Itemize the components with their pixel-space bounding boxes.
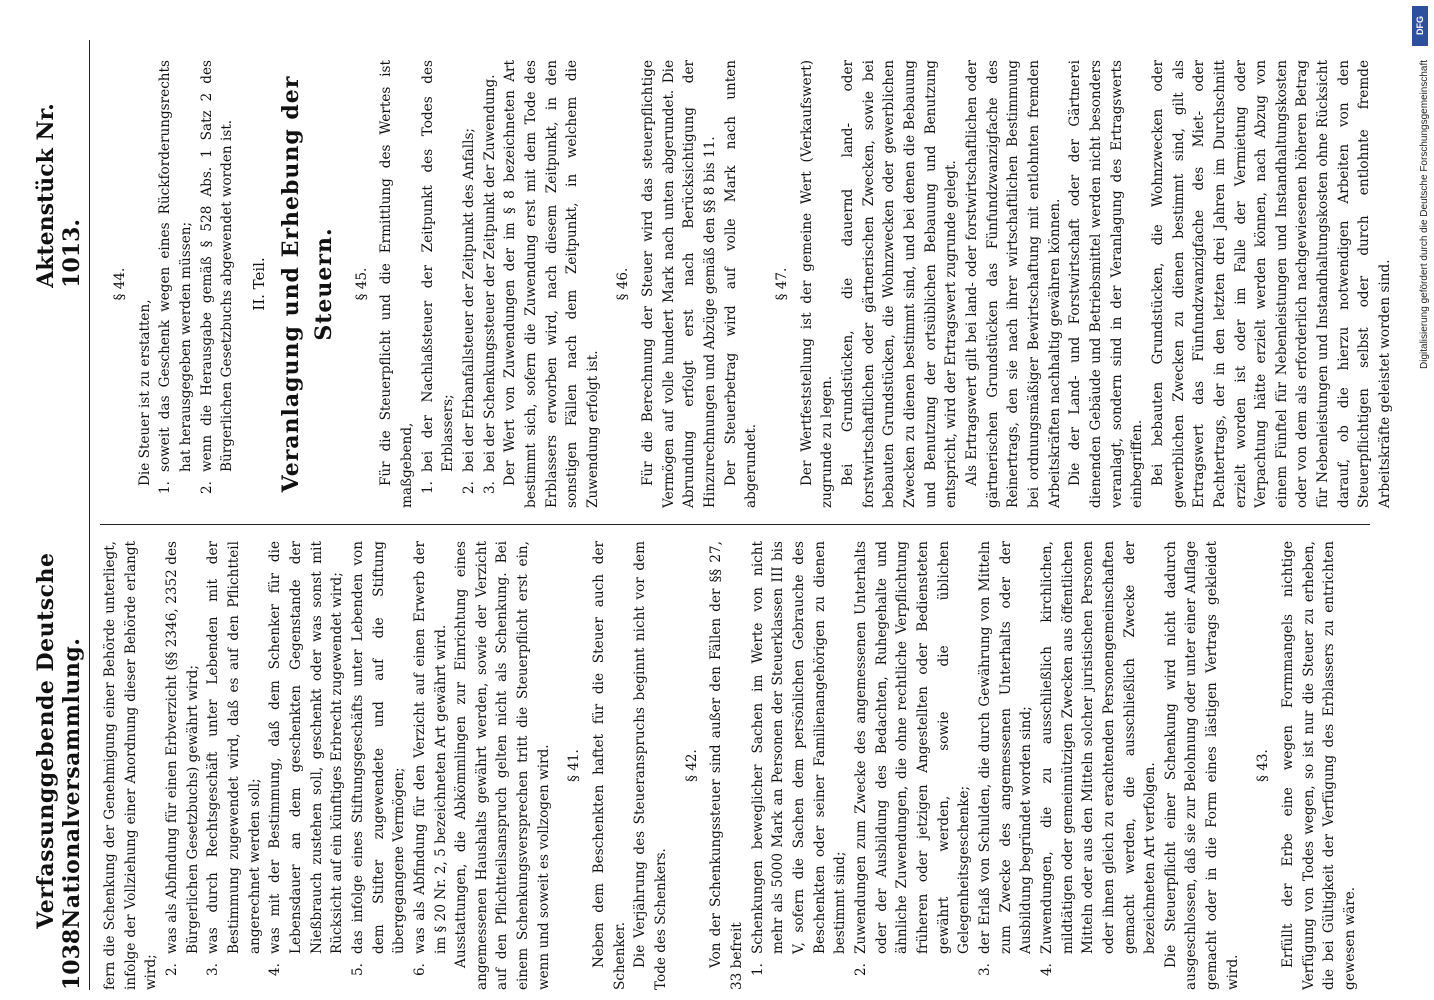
list-item [1037,541,1161,990]
list-item-number: 3. [481,481,498,494]
list-40 [162,541,451,990]
paragraph: Die Steuerpflicht einer Schenkung wird nicht dadurch ausgeschlossen, daß sie zur Belohnung oder unter einer Auflage gemacht oder in die Form eines lästigen Vertrags gekleidet wird. [1162,541,1241,990]
list-item-text: bei der Nachlaßsteuer der Zeitpunkt des Todes des Erblassers; [419,60,457,472]
left-column [100,525,1370,990]
list-item-text: bei der Schenkungssteuer der Zeitpunkt der Zuwendung. [481,74,498,472]
page-header [33,40,90,990]
list-42 [748,541,1161,990]
paragraph: Neben dem Beschenkten haftet für die Steuer auch der Schenker. [591,541,628,990]
document-reference: Aktenstück Nr. 1013. [33,103,85,288]
list-item [418,60,459,508]
paragraph: Erfüllt der Erbe eine wegen Formmangels nichtige Verfügung von Todes wegen, so ist nur die Steuer zu erheben, die bei Gültigkeit der Verfügung des Erblassers zu entrichten gewesen wäre. [1280,541,1359,990]
part-title: Veranlagung und Erhebung der Steuern. [277,75,338,493]
list-item-number: 2. [852,963,869,976]
list-item [162,541,203,990]
list-item [197,60,238,508]
list-item [265,541,348,990]
paragraph: Der Wertfeststellung ist der gemeine Wert (Verkaufswert) zugrunde zu legen. [798,60,836,508]
list-item-number: 4. [1038,963,1055,976]
list-item-number: 5. [349,963,366,976]
section-heading: § 45. [353,267,370,301]
section-heading: § 41. [566,749,583,782]
list-item-text: soweit das Geschenk wegen eines Rückforderungsrechts hat herausgegeben werden müssen; [157,60,194,472]
list-item [748,541,851,990]
section-heading: § 44. [112,267,128,301]
list-item-text: Zuwendungen, die zu ausschließlich kirchlichen, mildtätigen oder gemeinnützigen Zwecken aus öffentlichen Mitteln oder aus den Mitteln solcher juristischen Personen oder ihnen gleich zu erachtenden Personengemeinschaften gemacht werden, die ausschließlich Zwecke der bezeichneten Art verfolgen. [1038,541,1159,954]
list-item-text: was als Abfindung für den Verzicht auf einen Erwerb der im § 20 Nr. 2, 5 bezeichneten Art gewährt wird. [411,541,449,954]
section-heading: § 46. [615,267,632,301]
part-heading: II. Teil. [249,257,268,311]
paragraph: Von der Schenkungssteuer sind außer den Fällen der §§ 27, 33 befreit [708,541,746,990]
paragraph: Der Wert von Zuwendungen der im § 8 bezeichneten Art bestimmt sich, sofern die Zuwendung erst mit dem Tode des Erblassers erworben wird, nach diesem Zeitpunkt, in den sonstigen Fällen nach dem Zeitpunkt, in welchem die Zuwendung erfolgt ist. [502,60,601,508]
list-item-number: 2. [198,481,215,494]
list-item [975,541,1037,990]
paragraph: Die der Land- und Forstwirtschaft oder der Gärtnerei dienenden Gebäude und Betriebsmittel werden nicht besonders veranlagt, sondern sind in der Veranlagung des Ertragswerts einbegriffen. [1067,60,1146,508]
list-item-text: was durch Rechtsgeschäft unter Lebenden mit der Bestimmung zugewendet wird, daß es auf den Pflichtteil angerechnet werden soll; [205,541,263,954]
paragraph: Für die Steuerpflicht und die Ermittlung des Wertes ist maßgebend, [378,60,415,508]
list-item [348,541,410,990]
list-item-text: wenn die Herausgabe gemäß § 528 Abs. 1 Satz 2 des Bürgerlichen Gesetzbuchs abgewendet worden ist. [198,60,236,472]
list-item-number: 4. [267,963,284,976]
paragraph: Ausstattungen, die Abkömmlingen zur Einrichtung eines angemessenen Haushalts gewährt werden, sowie der Verzicht auf den Pflichtteilsanspruch gelten nicht als Schenkung. Bei einem Schenkungsversprechen tritt die Steuerpflicht erst ein, wenn und soweit es vollzogen wird. [453,541,552,990]
list-item-text: was mit der Bestimmung, daß dem Schenker für die Lebensdauer an dem geschenkten Gegenstande der Nießbrauch zustehen soll, geschenkt oder was sonst mit Rücksicht auf ein künftiges Erbrecht zugewendet wird; [267,541,346,954]
list-item-text: Schenkungen beweglicher Sachen im Werte von nicht mehr als 5000 Mark an Personen der Steuerklassen III bis V, sofern die Sachen dem persönlichen Gebrauche des Beschenkten oder seiner Familienangehörigen zu dienen bestimmt sind; [749,541,849,954]
digitization-note: Digitalisierung gefördert durch die Deutsche Forschungsgemeinschaft [1419,60,1430,370]
list-item-text: bei der Erbanfallsteuer der Zeitpunkt des Anfalls; [460,128,477,472]
paragraph: Für die Berechnung der Steuer wird das steuerpflichtige Vermögen auf volle hundert Mark nach unten abgerundet. Die Abrundung erfolgt erst nach Berücksichtigung der Hinzurechnungen und Abzüge gemäß den §§ 8 bis 11. [640,60,719,508]
text-columns [100,40,1394,990]
list-item-number: 1. [157,481,174,494]
scan-strip [1404,0,1434,1000]
paragraph: fern die Schenkung der Genehmigung einer Behörde unterliegt, infolge der Vollziehung einer Anordnung dieser Behörde erlangt wird; [102,541,160,990]
list-item-text: das infolge eines Stiftungsgeschäfts unter Lebenden von dem Stifter zugewendete und auf die Stiftung übergegangene Vermögen; [349,541,408,954]
document-page [33,40,1394,990]
list-item [459,60,480,508]
list-45 [418,60,501,508]
section-heading: § 42. [683,749,700,782]
paragraph: Die Steuer ist zu erstatten, [136,299,153,486]
paragraph: Bei Grundstücken, die dauernd land- oder forstwirtschaftlichen oder gärtnerischen Zwecken, sowie bei bebauten Grundstücken, die Wohnzwecken oder gewerblichen Zwecken zu dienen bestimmt sind, und bei denen die Bebauung und Benutzung der ortsüblichen Bebauung und Benutzung entspricht, wird der Ertragswert zugrunde gelegt. [840,60,960,508]
list-item-number: 2. [163,963,180,976]
list-item-text: was als Abfindung für einen Erbverzicht (§§ 2346, 2352 des Bürgerlichen Gesetzbuchs) gewährt wird; [163,541,201,954]
list-item [480,60,501,508]
page-title: Verfassunggebende Deutsche Nationalversammlung. [33,552,85,929]
list-item-number: 2. [460,481,477,494]
list-item-text: Zuwendungen zum Zwecke des angemessenen Unterhalts oder der Ausbildung des Bedachten, Ruhegehalte und ähnliche Zuwendungen, die ohne rechtliche Verpflichtung früheren oder jetzigen Angestellten oder Bediensteten gewährt werden, sowie die üblichen Gelegenheitsgeschenke; [852,541,973,954]
list-item-number: 3. [976,963,993,976]
paragraph: Als Ertragswert gilt bei land- oder forstwirtschaftlichen oder gärtnerischen Grundstücken das Fünfundzwanzigfache des Reinertrags, den sie nach ihrer wirtschaftlichen Bestimmung bei ordnungsmäßiger Bewirtschaftung mit entlohnten fremden Arbeitskräften nachhaltig gewähren können. [963,60,1063,508]
page-number: 1038 [59,928,85,990]
right-column [100,60,1394,525]
list-item-number: 6. [411,963,428,976]
paragraph: Der Steuerbetrag wird auf volle Mark nach unten abgerundet. [722,60,760,508]
list-item-text: der Erlaß von Schulden, die durch Gewährung von Mitteln zum Zwecke des angemessenen Unterhalts oder der Ausbildung begründet worden sind; [976,541,1035,954]
section-heading: § 43. [1255,749,1272,782]
list-item [155,60,196,508]
list-item [851,541,975,990]
list-item-number: 3. [205,963,222,976]
section-heading: § 47. [774,267,791,301]
list-item-number: 1. [749,963,766,976]
list-item-number: 1. [419,481,436,494]
paragraph: Bei bebauten Grundstücken, die Wohnzwecken oder gewerblichen Zwecken zu dienen bestimmt sind, gilt als Ertragswert das Fünfundzwanzigfache des Miet- oder Pachtertrags, der in den letzten drei Jahren im Durchschnitt erzielt worden ist oder im Falle der Vermietung oder Verpachtung hätte erzielt werden können, nach Abzug von einem Fünftel für Nebenleistungen und Instandhaltungskosten oder von dem als erforderlich nachgewiesenen höheren Betrag für Nebenleistungen und Instandhaltungskosten ohne Rücksicht darauf, ob die hierzu notwendigen Arbeiten von den Steuerpflichtigen selbst oder durch entlohnte fremde Arbeitskräfte geleistet worden sind. [1149,60,1394,508]
list-item [203,541,265,990]
dfg-logo: DFG [1412,6,1428,46]
list-item [410,541,451,990]
list-44 [155,60,238,508]
paragraph: Die Verjährung des Steueranspruchs beginnt nicht vor dem Tode des Schenkers. [632,541,670,990]
